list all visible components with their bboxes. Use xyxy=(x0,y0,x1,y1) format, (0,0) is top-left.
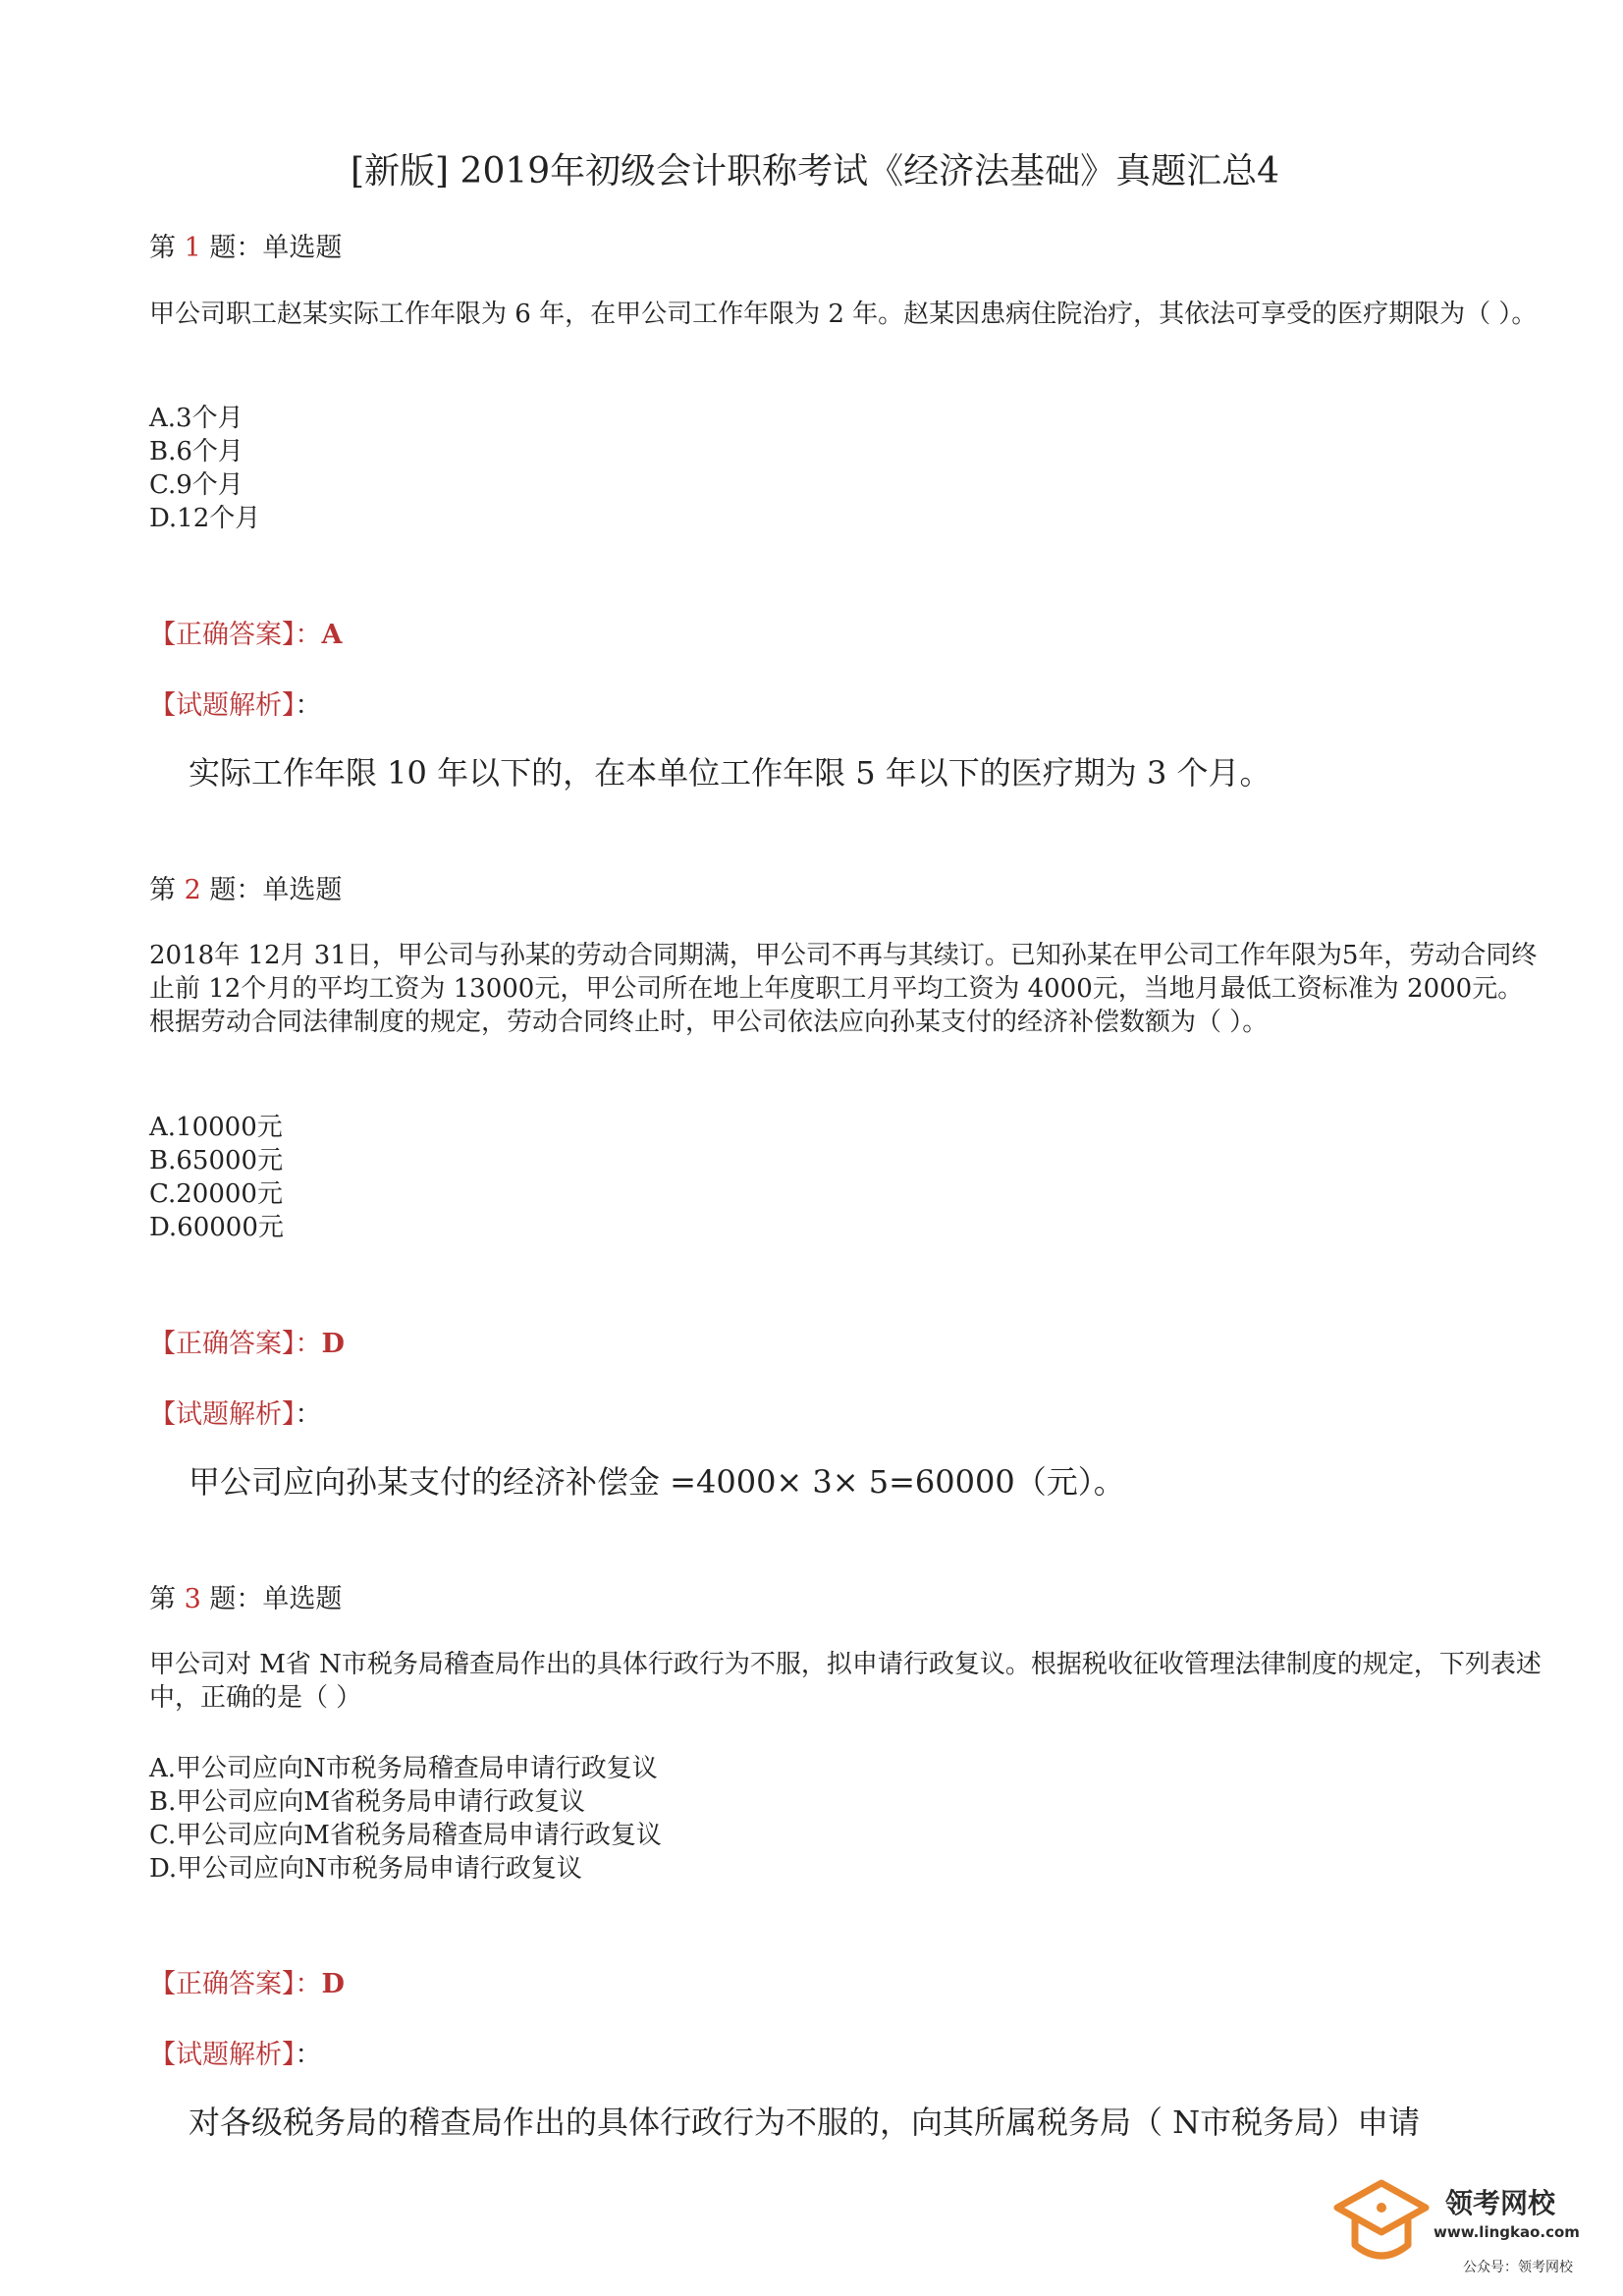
question-2-stem: 2018年 12月 31日，甲公司与孙某的劳动合同期满，甲公司不再与其续订。已知孙某在甲公司工作年限为5年，劳动合同终止前 12个月的平均工资为 13000元，甲公司所在地上年度职工月平均工资为 4000元，当地月最低工资标准为 2000元。根据劳动合同法律制度的规定，劳动合同终止时，甲公司依法应向孙某支付的经济补偿数额为（ ）。 xyxy=(149,941,1538,1037)
explanation-label: 【试题解析】 xyxy=(149,2040,296,2070)
question-2-option-c: C.20000元 xyxy=(149,1179,283,1209)
question-prefix: 第 xyxy=(149,233,176,263)
question-3-stem: 甲公司对 M省 N市税务局稽查局作出的具体行政行为不服，拟申请行政复议。根据税收征收管理法律制度的规定，下列表述中，正确的是（ ） xyxy=(149,1650,1542,1713)
question-1-header xyxy=(149,226,342,264)
question-3-option-d: D.甲公司应向N市税务局申请行政复议 xyxy=(149,1854,582,1884)
question-2-answer xyxy=(149,1322,345,1360)
question-2-explanation-label xyxy=(149,1393,322,1431)
question-number: 2 xyxy=(184,875,201,905)
lingkao-logo xyxy=(1327,2160,1612,2288)
question-3-explanation-label xyxy=(149,2033,322,2071)
explanation-colon: ： xyxy=(295,2040,322,2070)
question-type: 题：单选题 xyxy=(209,1584,343,1614)
question-type: 题：单选题 xyxy=(209,875,343,905)
question-number: 1 xyxy=(184,233,201,263)
question-3-option-b: B.甲公司应向M省税务局申请行政复议 xyxy=(149,1787,585,1817)
question-3-answer xyxy=(149,1962,345,2000)
question-2-explanation: 甲公司应向孙某支付的经济补偿金 =4000× 3× 5=60000（元）。 xyxy=(189,1463,1125,1501)
question-2-header xyxy=(149,868,342,906)
question-number: 3 xyxy=(184,1584,201,1614)
question-1-explanation-label xyxy=(149,683,322,722)
question-3-option-c: C.甲公司应向M省税务局稽查局申请行政复议 xyxy=(149,1821,662,1850)
question-1-answer xyxy=(149,613,342,651)
brand-url: www.lingkao.com xyxy=(1434,2223,1580,2241)
wechat-account: 公众号：领考网校 xyxy=(1463,2260,1573,2275)
answer-value: D xyxy=(321,1969,345,1999)
explanation-label: 【试题解析】 xyxy=(149,1399,296,1430)
question-3-option-a: A.甲公司应向N市税务局稽查局申请行政复议 xyxy=(149,1754,658,1783)
explanation-colon: ： xyxy=(295,1399,322,1430)
question-3-explanation: 对各级税务局的稽查局作出的具体行政行为不服的，向其所属税务局（ N市税务局）申请 xyxy=(189,2104,1421,2141)
graduation-cap-icon xyxy=(1327,2168,1435,2276)
document-title: [新版] 2019年初级会计职称考试《经济法基础》真题汇总4 xyxy=(351,151,1280,191)
question-3-header xyxy=(149,1577,342,1615)
question-2-option-a: A.10000元 xyxy=(149,1113,283,1142)
explanation-label: 【试题解析】 xyxy=(149,690,296,721)
question-type: 题：单选题 xyxy=(209,233,343,263)
answer-value: D xyxy=(321,1329,345,1359)
question-prefix: 第 xyxy=(149,875,176,905)
question-1-option-d: D.12个月 xyxy=(149,504,261,533)
question-1-explanation: 实际工作年限 10 年以下的，在本单位工作年限 5 年以下的医疗期为 3 个月。 xyxy=(189,754,1271,792)
question-2-option-d: D.60000元 xyxy=(149,1213,284,1242)
question-1-option-b: B.6个月 xyxy=(149,437,243,466)
question-1-option-c: C.9个月 xyxy=(149,470,243,500)
explanation-colon: ： xyxy=(295,690,322,721)
question-1-option-a: A.3个月 xyxy=(149,404,243,433)
answer-label: 【正确答案】： xyxy=(149,620,322,650)
question-2-option-b: B.65000元 xyxy=(149,1146,284,1175)
brand-name: 领考网校 xyxy=(1445,2187,1556,2219)
answer-label: 【正确答案】： xyxy=(149,1969,322,1999)
question-prefix: 第 xyxy=(149,1584,176,1614)
answer-value: A xyxy=(321,620,343,650)
answer-label: 【正确答案】： xyxy=(149,1329,322,1359)
question-1-stem: 甲公司职工赵某实际工作年限为 6 年，在甲公司工作年限为 2 年。赵某因患病住院治疗，其依法可享受的医疗期限为（ ）。 xyxy=(149,300,1538,329)
